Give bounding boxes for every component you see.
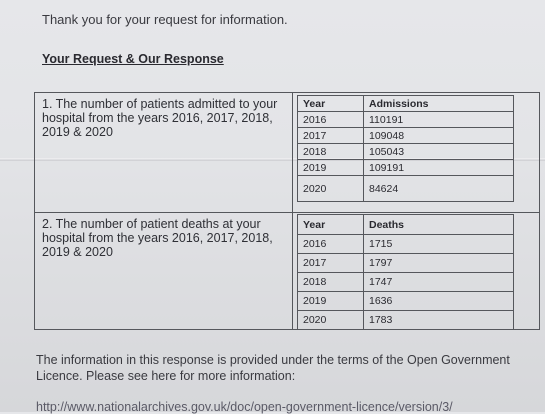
- deaths-cell: 1747: [364, 273, 514, 292]
- admissions-cell: 109191: [364, 160, 514, 176]
- year-cell: 2016: [298, 235, 364, 254]
- year-cell: 2018: [298, 144, 364, 160]
- table-row: [298, 112, 514, 128]
- licence-note: [36, 352, 510, 384]
- table-row: [298, 128, 514, 144]
- question-2: [42, 217, 273, 259]
- admissions-cell: 110191: [364, 112, 514, 128]
- question-2-line-2: hospital from the years 2016, 2017, 2018,: [42, 231, 273, 245]
- year-cell: 2017: [298, 254, 364, 273]
- year-cell: 2019: [298, 160, 364, 176]
- request-response-table: [34, 92, 540, 330]
- year-cell: 2017: [298, 128, 364, 144]
- question-2-line-1: 2. The number of patient deaths at your: [42, 217, 261, 231]
- deaths-table: [297, 214, 514, 330]
- question-1-line-3: 2019 & 2020: [42, 125, 113, 139]
- admissions-cell: 105043: [364, 144, 514, 160]
- deaths-cell: 1797: [364, 254, 514, 273]
- table-row: [298, 311, 514, 330]
- table-header-row: [298, 215, 514, 235]
- admissions-cell: 109048: [364, 128, 514, 144]
- question-2-line-3: 2019 & 2020: [42, 245, 113, 259]
- question-1-line-1: 1. The number of patients admitted to your: [42, 97, 278, 111]
- admissions-cell: 84624: [364, 176, 514, 202]
- deaths-cell: 1636: [364, 292, 514, 311]
- year-header: Year: [298, 215, 364, 235]
- question-1: [42, 97, 277, 139]
- intro-text: Thank you for your request for information.: [42, 12, 288, 27]
- section-heading: Your Request & Our Response: [42, 52, 224, 66]
- year-cell: 2020: [298, 311, 364, 330]
- table-header-row: [298, 96, 514, 112]
- table-row: [298, 160, 514, 176]
- table-row: [298, 292, 514, 311]
- licence-link[interactable]: http://www.nationalarchives.gov.uk/doc/open-government-licence/version/3/: [36, 400, 453, 414]
- table-row: [298, 144, 514, 160]
- table-row: [298, 176, 514, 202]
- licence-note-line-1: The information in this response is provided under the terms of the Open Government: [36, 353, 510, 367]
- admissions-table: [297, 95, 514, 202]
- question-1-line-2: hospital from the years 2016, 2017, 2018,: [42, 111, 273, 125]
- year-cell: 2018: [298, 273, 364, 292]
- admissions-header: Admissions: [364, 96, 514, 112]
- table-row: [298, 254, 514, 273]
- deaths-cell: 1783: [364, 311, 514, 330]
- year-cell: 2020: [298, 176, 364, 202]
- deaths-cell: 1715: [364, 235, 514, 254]
- column-divider: [292, 93, 293, 329]
- deaths-header: Deaths: [364, 215, 514, 235]
- year-cell: 2019: [298, 292, 364, 311]
- row-divider: [35, 212, 539, 213]
- table-row: [298, 235, 514, 254]
- year-cell: 2016: [298, 112, 364, 128]
- licence-note-line-2: Licence. Please see here for more information:: [36, 369, 296, 383]
- year-header: Year: [298, 96, 364, 112]
- table-row: [298, 273, 514, 292]
